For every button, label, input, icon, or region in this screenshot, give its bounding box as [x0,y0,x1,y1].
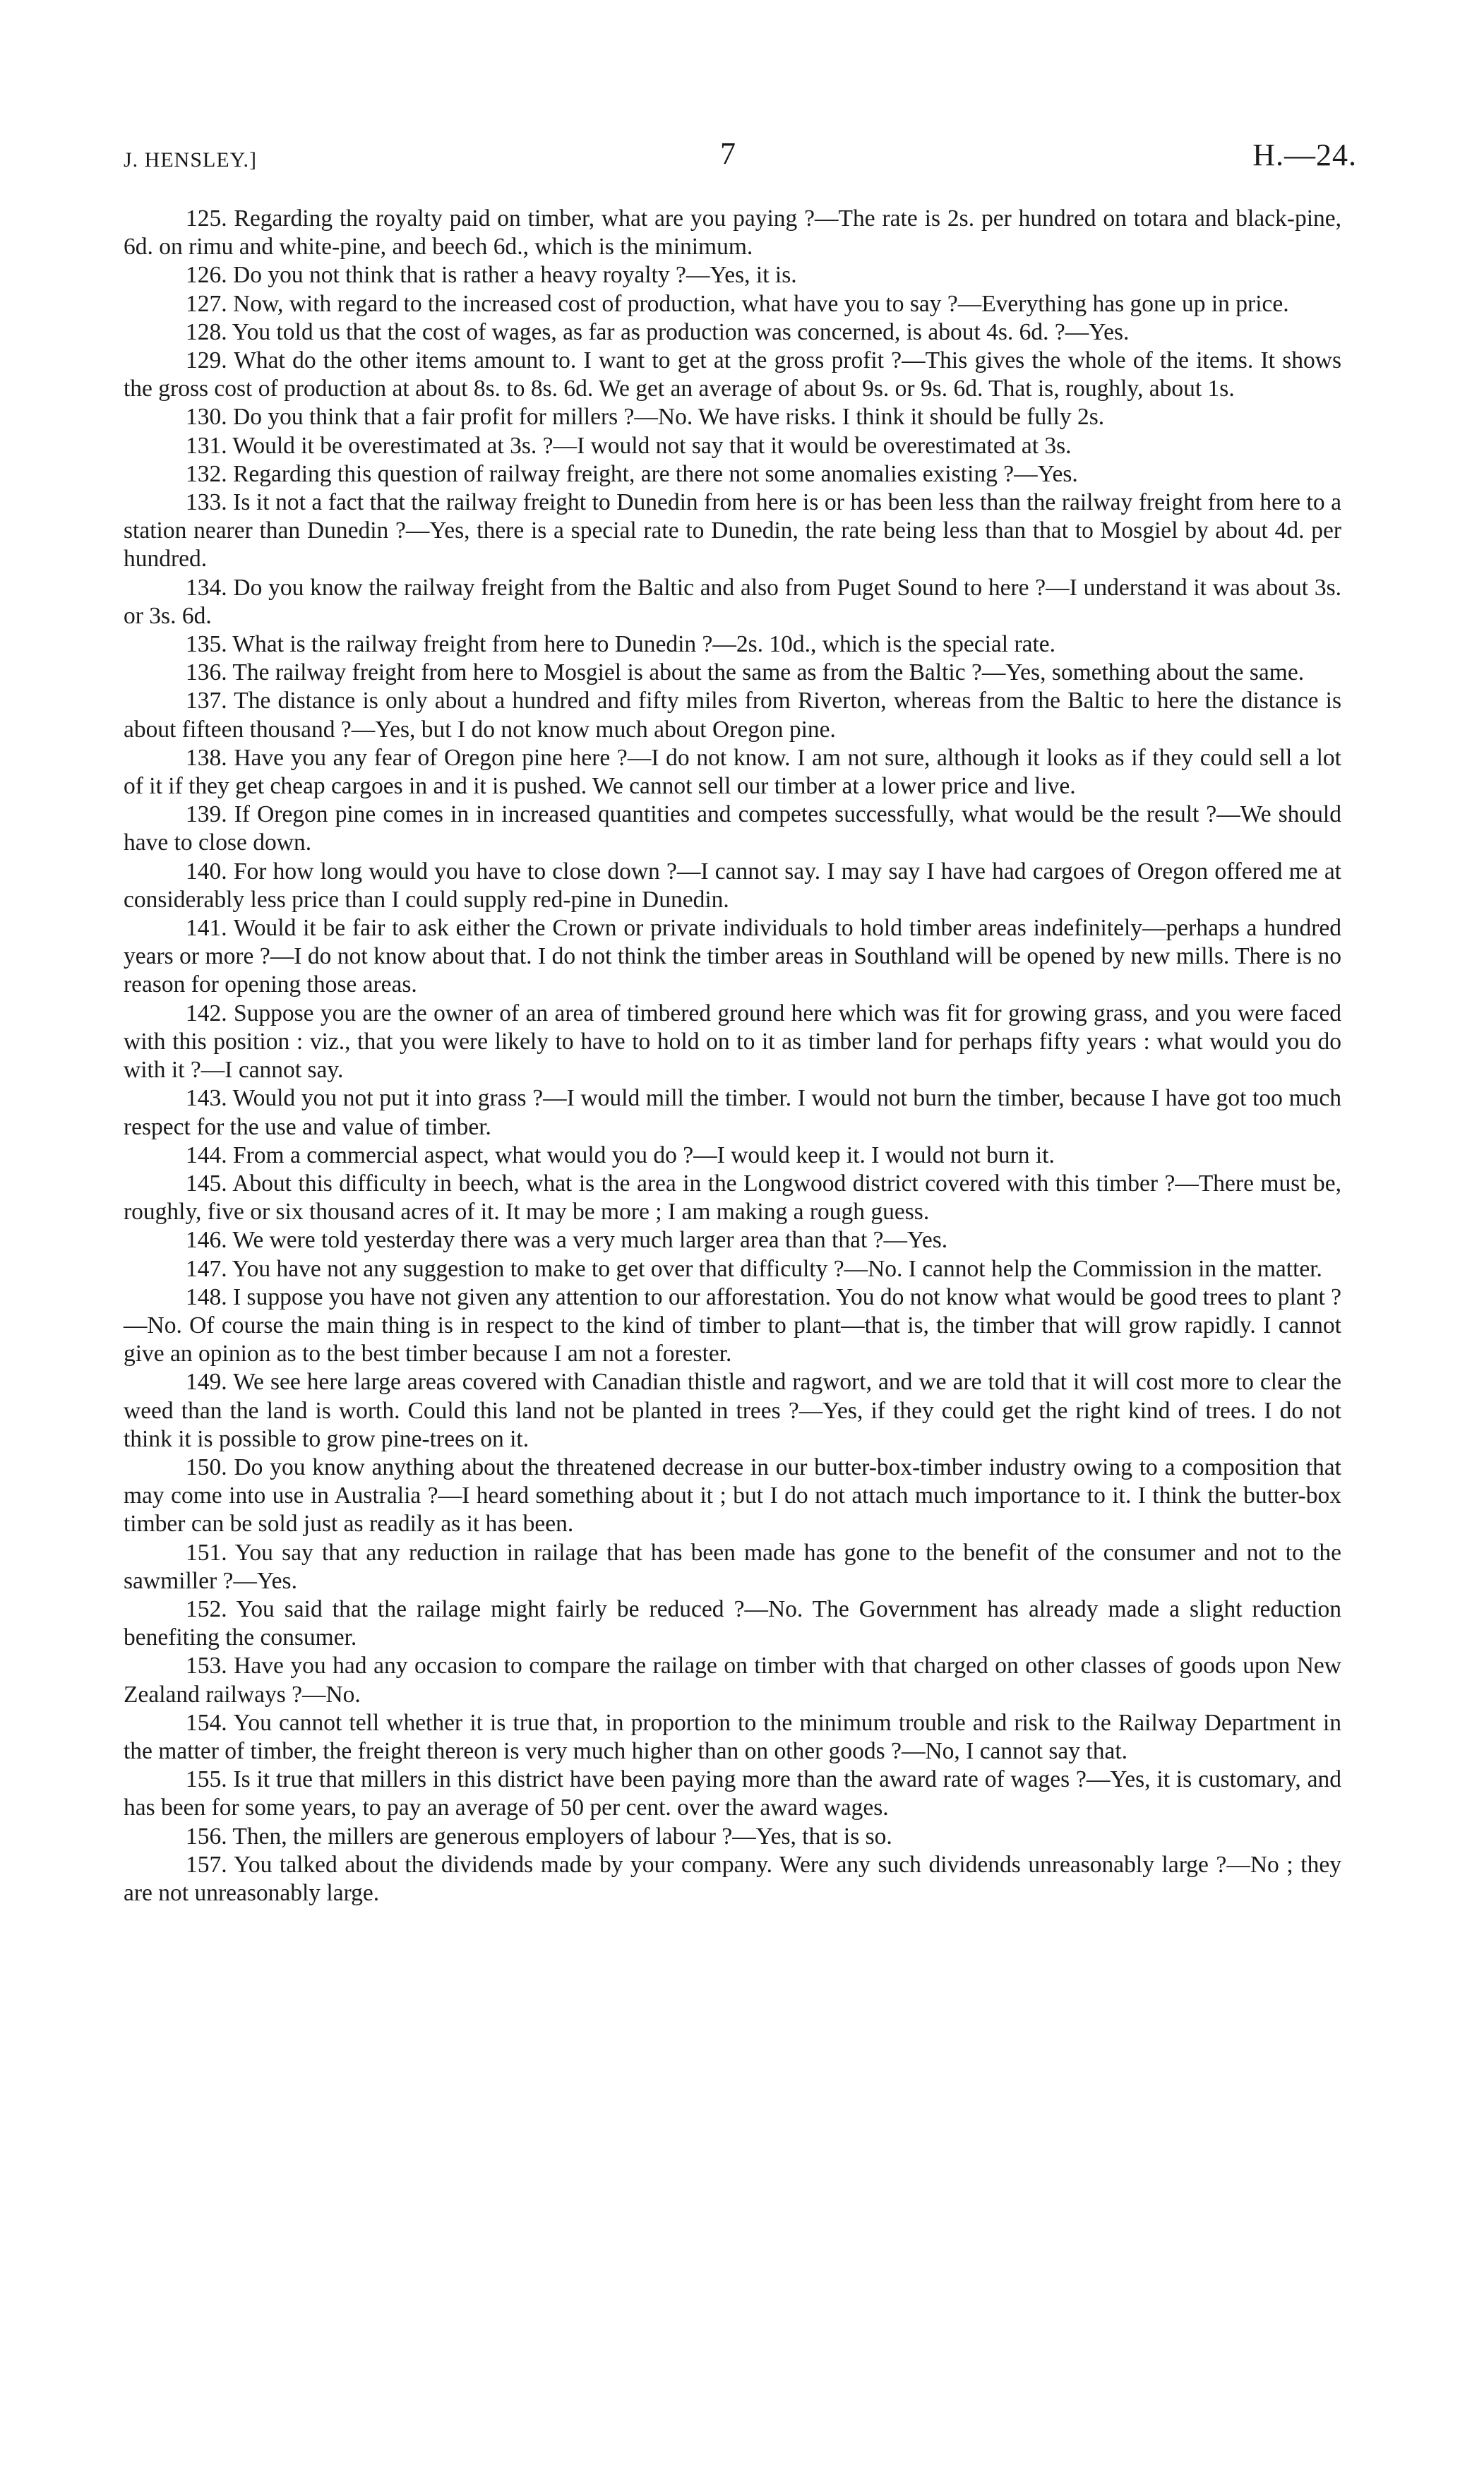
question-answer-paragraph: 132. Regarding this question of railway freight, are there not some anomalies existing ?—Yes. [186,460,1078,487]
question-answer-paragraph: 156. Then, the millers are generous employers of labour ?—Yes, that is so. [186,1823,892,1850]
page-header [124,136,1360,185]
question-answer-paragraph: 154. You cannot tell whether it is true that, in proportion to the minimum trouble and risk to the Railway Department in the matter of timber, the freight thereon is very much higher than on other goods ?—No, I cannot say that. [124,1709,1341,1764]
question-answer-paragraph: 130. Do you think that a fair profit for millers ?—No. We have risks. I think it should be fully 2s. [186,404,1105,431]
question-answer-paragraph: 157. You talked about the dividends made by your company. Were any such dividends unreasonably large ?—No ; they are not unreasonably large. [124,1851,1341,1906]
evidence-text [124,205,1341,1907]
question-answer-paragraph: 131. Would it be overestimated at 3s. ?—I would not say that it would be overestimated at 3s. [186,432,1072,459]
question-answer-paragraph: 145. About this difficulty in beech, what is the area in the Longwood district covered with this timber ?—There must be, roughly, five or six thousand acres of it. It may be more ; I am making a rough guess. [124,1170,1341,1226]
question-answer-paragraph: 134. Do you know the railway freight from the Baltic and also from Puget Sound to here ?—I understand it was about 3s. or 3s. 6d. [124,574,1341,629]
question-answer-paragraph: 143. Would you not put it into grass ?—I would mill the timber. I would not burn the timber, because I have got too much respect for the use and value of timber. [124,1085,1341,1140]
question-answer-paragraph: 133. Is it not a fact that the railway freight to Dunedin from here is or has been less than the railway freight from here to a station nearer than Dunedin ?—Yes, there is a special rate to Dunedin, the rate being less than that to Mosgiel by about 4d. per hundred. [124,489,1341,573]
question-answer-paragraph: 146. We were told yesterday there was a very much larger area than that ?—Yes. [186,1227,948,1254]
question-answer-paragraph: 125. Regarding the royalty paid on timber, what are you paying ?—The rate is 2s. per hundred on totara and black-pine, 6d. on rimu and white-pine, and beech 6d., which is the minimum. [124,205,1341,260]
question-answer-paragraph: 147. You have not any suggestion to make to get over that difficulty ?—No. I cannot help the Commission in the matter. [186,1255,1322,1282]
question-answer-paragraph: 141. Would it be fair to ask either the Crown or private individuals to hold timber areas indefinitely—perhaps a hundred years or more ?—I do not know about that. I do not think the timber areas in Southland will be opened by new mills. There is no reason for opening those areas. [124,915,1341,998]
question-answer-paragraph: 150. Do you know anything about the threatened decrease in our butter-box-timber industry owing to a composition that may come into use in Australia ?—I heard something about it ; but I do not attach much importance to it. I think the butter-box timber can be sold just as readily as it has been. [124,1454,1341,1538]
question-answer-paragraph: 144. From a commercial aspect, what would you do ?—I would keep it. I would not burn it. [186,1142,1055,1168]
question-answer-paragraph: 127. Now, with regard to the increased cost of production, what have you to say ?—Everything has gone up in price. [186,290,1289,317]
question-answer-paragraph: 126. Do you not think that is rather a heavy royalty ?—Yes, it is. [186,262,797,289]
question-answer-paragraph: 142. Suppose you are the owner of an area of timbered ground here which was fit for growing grass, and you were faced with this position : viz., that you were likely to have to hold on to it as timber land for perhaps fifty years : what would you do with it ?—I cannot say. [124,1000,1341,1084]
question-answer-paragraph: 140. For how long would you have to close down ?—I cannot say. I may say I have had cargoes of Oregon offered me at considerably less price than I could supply red-pine in Dunedin. [124,858,1341,913]
question-answer-paragraph: 155. Is it true that millers in this district have been paying more than the award rate of wages ?—Yes, it is customary, and has been for some years, to pay an average of 50 per cent. over the award wages. [124,1766,1341,1821]
question-answer-paragraph: 128. You told us that the cost of wages, as far as production was concerned, is about 4s. 6d. ?—Yes. [186,318,1130,345]
question-answer-paragraph: 153. Have you had any occasion to compare the railage on timber with that charged on other classes of goods upon New Zealand railways ?—No. [124,1653,1341,1708]
question-answer-paragraph: 136. The railway freight from here to Mosgiel is about the same as from the Baltic ?—Yes, something about the same. [186,659,1305,686]
question-answer-paragraph: 137. The distance is only about a hundred and fifty miles from Riverton, whereas from the Baltic to here the distance is about fifteen thousand ?—Yes, but I do not know much about Oregon pine. [124,688,1341,743]
question-answer-paragraph: 139. If Oregon pine comes in in increased quantities and competes successfully, what would be the result ?—We should have to close down. [124,801,1341,856]
question-answer-paragraph: 135. What is the railway freight from here to Dunedin ?—2s. 10d., which is the special rate. [186,631,1056,658]
question-answer-paragraph: 148. I suppose you have not given any attention to our afforestation. You do not know what would be good trees to plant ?—No. Of course the main thing is in respect to the kind of timber to plant—that is, the timber that will grow rapidly. I cannot give an opinion as to the best timber because I am not a forester. [124,1283,1341,1367]
witness-name: J. HENSLEY.] [124,148,257,172]
question-answer-paragraph: 152. You said that the railage might fairly be reduced ?—No. The Government has already made a slight reduction benefiting the consumer. [124,1595,1341,1651]
question-answer-paragraph: 138. Have you any fear of Oregon pine here ?—I do not know. I am not sure, although it looks as if they could sell a lot of it if they get cheap cargoes in and it is pushed. We cannot sell our timber at a lower price and live. [124,744,1341,800]
question-answer-paragraph: 129. What do the other items amount to. I want to get at the gross profit ?—This gives the whole of the items. It shows the gross cost of production at about 8s. to 8s. 6d. We get an average of about 9s. or 9s. 6d. That is, roughly, about 1s. [124,347,1341,402]
question-answer-paragraph: 151. You say that any reduction in railage that has been made has gone to the benefit of the consumer and not to the sawmiller ?—Yes. [124,1539,1341,1594]
document-reference: H.—24. [1252,138,1357,172]
page-number: 7 [720,136,736,171]
question-answer-paragraph: 149. We see here large areas covered with Canadian thistle and ragwort, and we are told that it will cost more to clear the weed than the land is worth. Could this land not be planted in trees ?—Yes, if they could get the right kind of trees. I do not think it is possible to grow pine-trees on it. [124,1369,1341,1452]
